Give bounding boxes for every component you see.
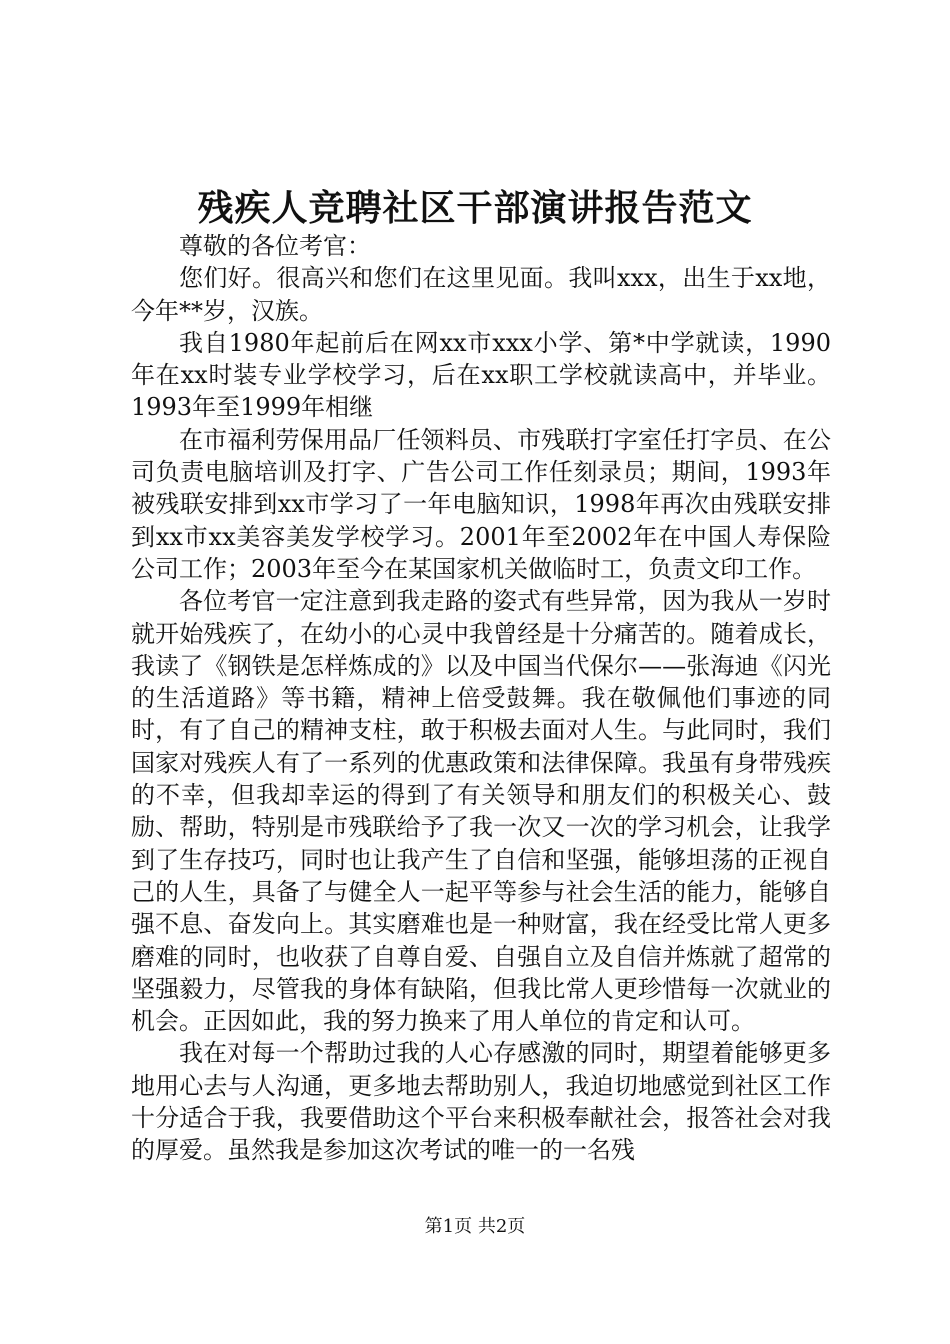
salutation-paragraph: 尊敬的各位考官：	[179, 232, 371, 260]
greeting-paragraph: 您们好。很高兴和您们在这里见面。我叫xxx，出生于xx地，今年**岁，汉族。	[131, 264, 831, 325]
document-title: 残疾人竞聘社区干部演讲报告范文	[197, 187, 753, 229]
work-history-paragraph: 在市福利劳保用品厂任领料员、市残联打字室任打字员、在公司负责电脑培训及打字、广告公司工作任刻录员；期间，1993年被残联安排到xx市学习了一年电脑知识，1998年再次由残联安排到xx市xx美容美发学校学习。2001年至2002年在中国人寿保险公司工作；2003年至今在某国家机关做临时工，负责文印工作。	[131, 425, 831, 583]
personal-story-paragraph: 各位考官一定注意到我走路的姿式有些异常，因为我从一岁时就开始残疾了，在幼小的心灵中我曾经是十分痛苦的。随着成长，我读了《钢铁是怎样炼成的》以及中国当代保尔——张海迪《闪光的生活道路》等书籍，精神上倍受鼓舞。我在敬佩他们事迹的同时，有了自己的精神支柱，敢于积极去面对人生。与此同时，我们国家对残疾人有了一系列的优惠政策和法律保障。我虽有身带残疾的不幸，但我却幸运的得到了有关领导和朋友们的积极关心、鼓励、帮助，特别是市残联给予了我一次又一次的学习机会，让我学到了生存技巧，同时也让我产生了自信和坚强，能够坦荡的正视自己的人生，具备了与健全人一起平等参与社会生活的能力，能够自强不息、奋发向上。其实磨难也是一种财富，我在经受比常人更多磨难的同时，也收获了自尊自爱、自强自立及自信并炼就了超常的坚强毅力，尽管我的身体有缺陷，但我比常人更珍惜每一次就业的机会。正因如此，我的努力换来了用人单位的肯定和认可。	[131, 587, 831, 1036]
document-body	[131, 230, 831, 1167]
motivation-paragraph: 我在对每一个帮助过我的人心存感激的同时，期望着能够更多地用心去与人沟通，更多地去帮助别人，我迫切地感觉到社区工作十分适合于我，我要借助这个平台来积极奉献社会，报答社会对我的厚爱。虽然我是参加这次考试的唯一的一名残	[131, 1039, 831, 1165]
page-number-footer: 第1页 共2页	[424, 1216, 526, 1237]
education-paragraph: 我自1980年起前后在网xx市xxx小学、第*中学就读，1990年在xx时装专业学校学习，后在xx职工学校就读高中，并毕业。1993年至1999年相继	[131, 328, 831, 422]
